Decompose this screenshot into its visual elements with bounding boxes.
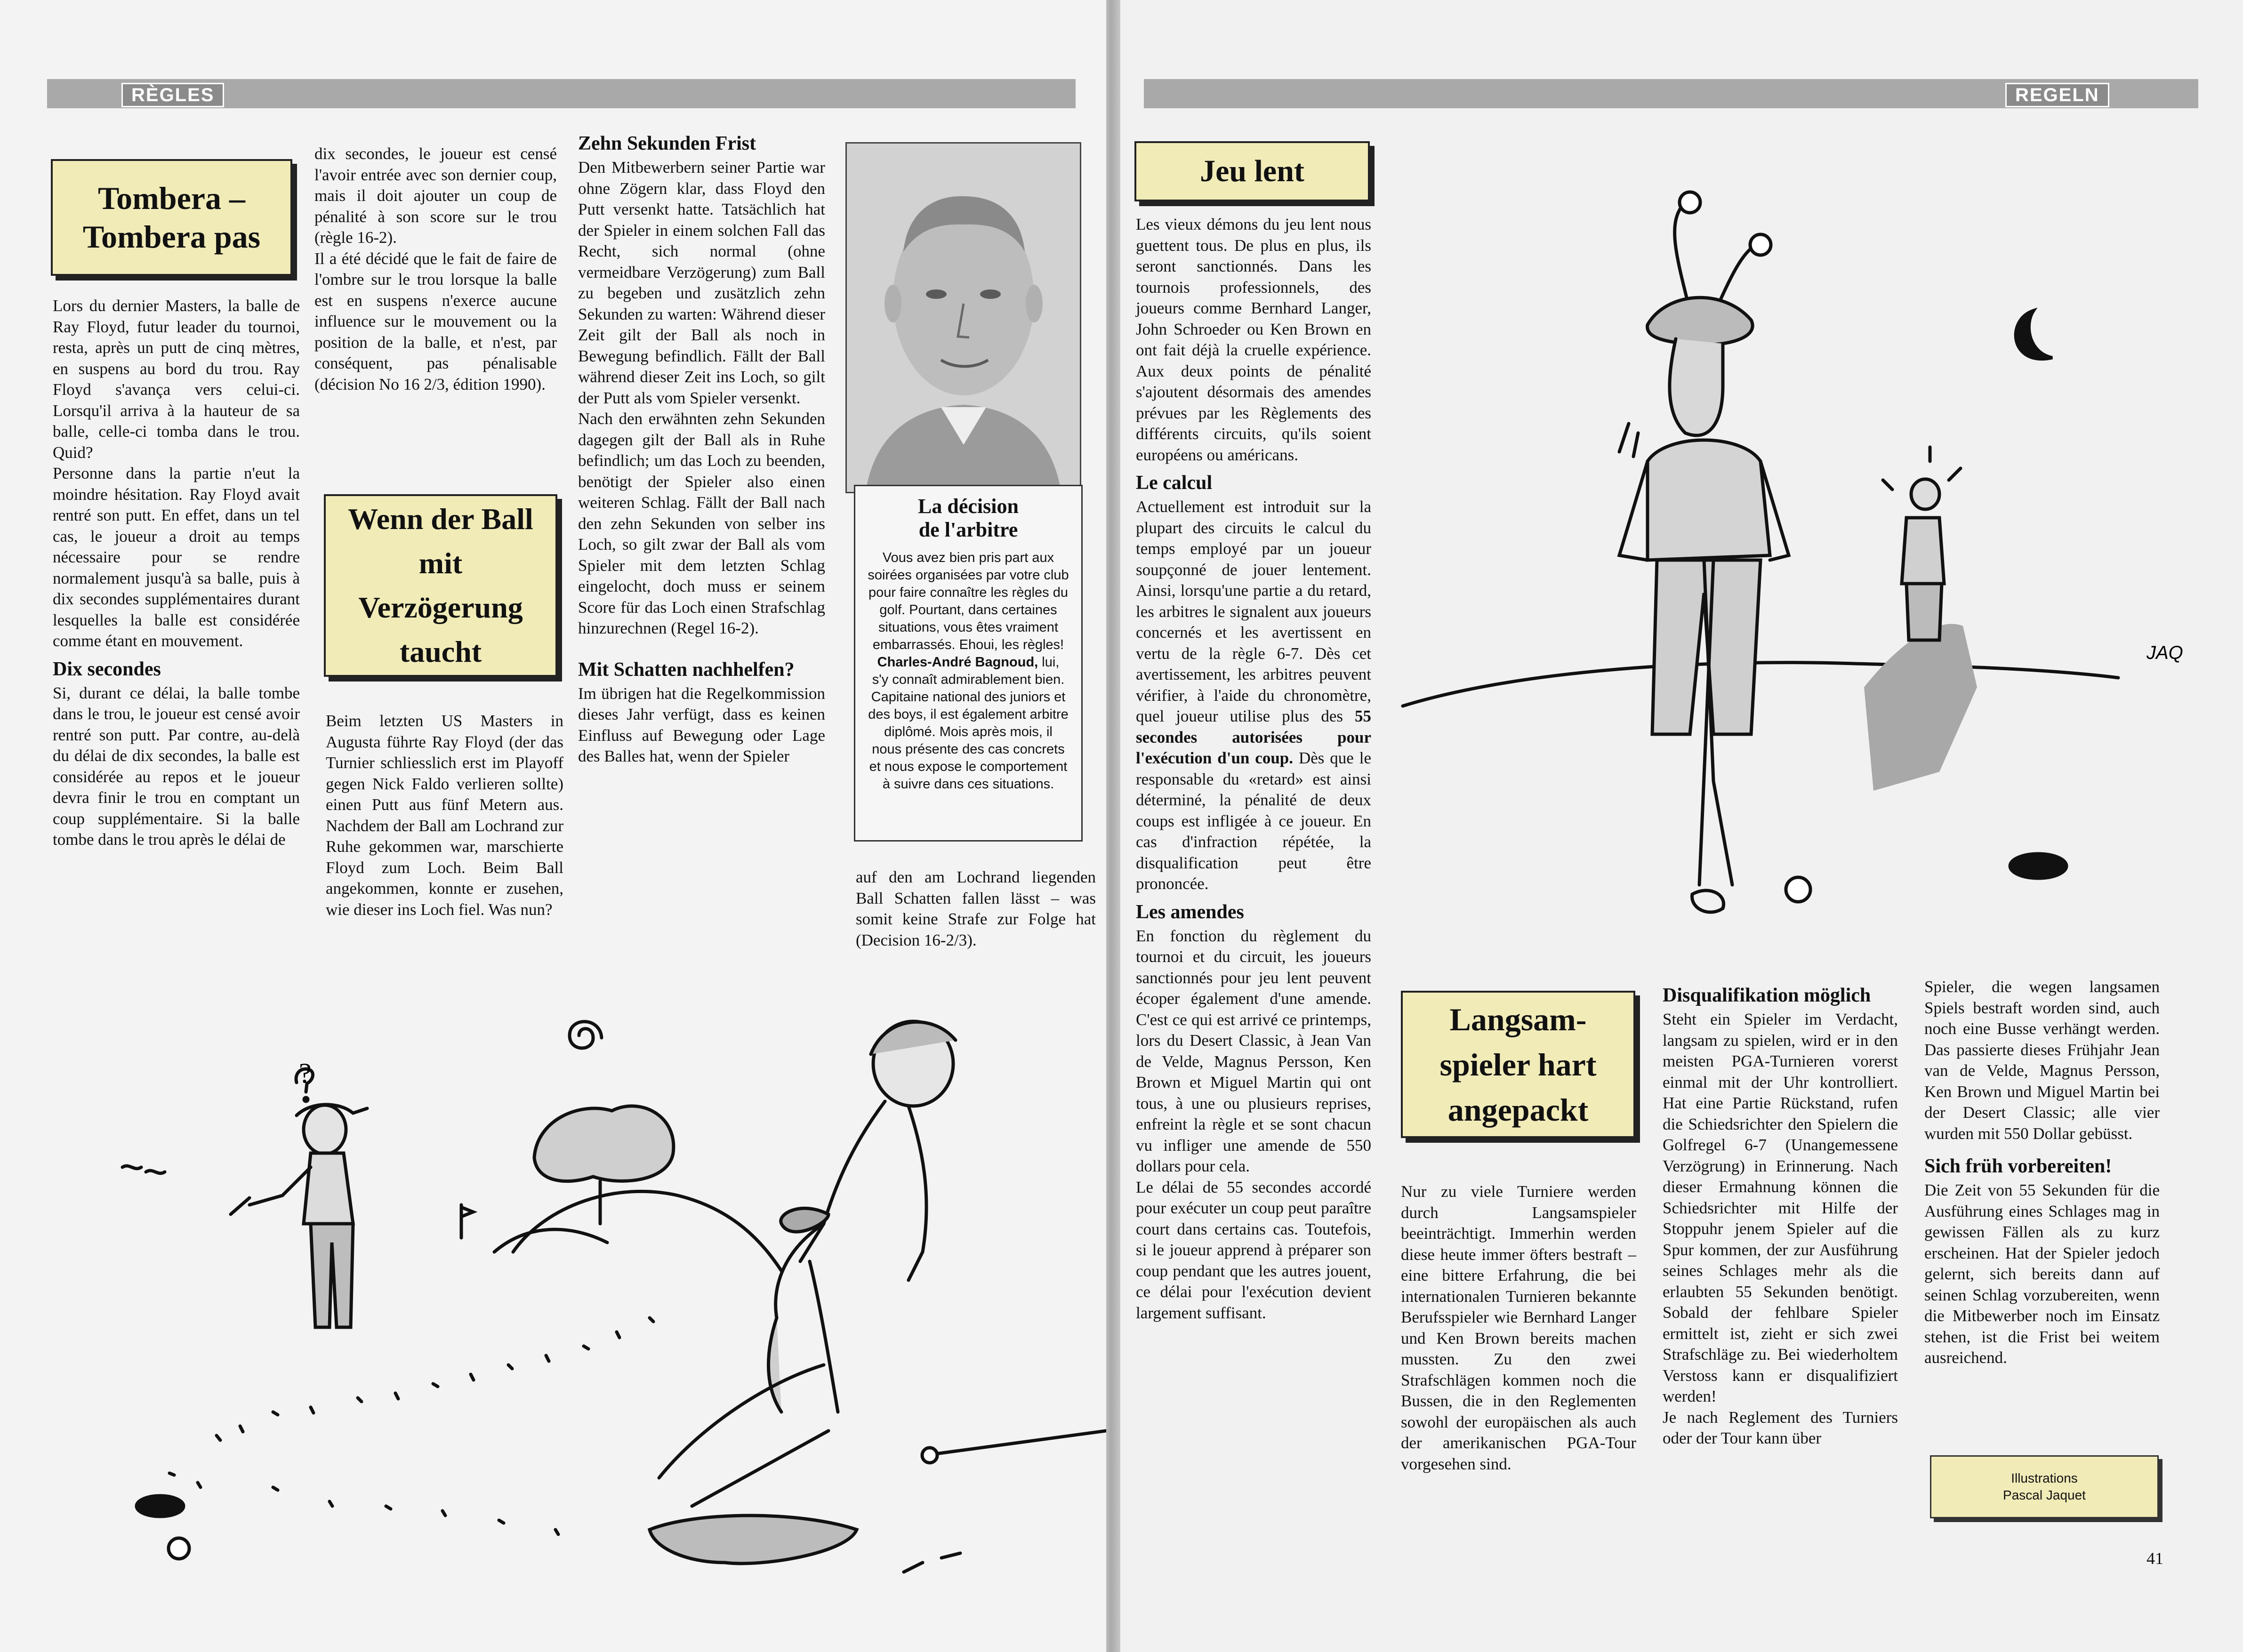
question-mark-glyph: ? [299,1058,312,1089]
body-paragraph: Si, durant ce délai, la balle tombe dans le trou, le joueur est censé avoir rentré son putt. Par contre, au-delà du délai de dix secondes, la balle est considérée au repos et le joueur devra finir le trou en comptant un coup supplémentaire. Si la balle tombe dans le trou après le délai de [53,683,300,849]
body-paragraph: dix secondes, le joueur est censé l'avoir entrée avec son dernier coup, mais il doit ajouter un coup de pénalité à son score sur le trou (règle 16-2). [314,144,557,247]
body-paragraph: Den Mitbewerbern seiner Partie war ohne Zögern klar, dass Floyd den Putt versenkt hatte. Tatsächlich hat der Spieler in einem solchen Fall das Recht, sich normal (ohne vermeidbare Verzögerung) zum Ball zu begeben und zusätzlich zehn Sekunden zu warten: Während dieser Zeit gilt der Ball als noch in Bewegung befindlich. Fällt der Ball während dieser Zeit ins Loch, so gilt der Putt als vom Spieler versenkt. [578,158,825,407]
headline-line: Tombera – [98,180,245,216]
sidebar-title-line: La décision [918,495,1019,518]
body-paragraph: Nach den erwähnten zehn Sekunden dagegen gilt der Ball als in Ruhe befindlich; um das Loch zu beenden, benötigt der Spieler also einen weiteren Schlag. Fällt der Ball nach den zehn Sekunden von selber ins Loch, so gilt zwar der Ball als vom Spieler mit dem letzten Schlag eingelocht, doch muss er seinem Score für das Loch einen Strafschlag hinzurechnen (Regel 16-2). [578,409,825,637]
de-column-2 [326,711,563,920]
subheading-les-amendes: Les amendes [1136,901,1244,923]
headline-line: taucht [399,635,482,668]
section-band-right [1144,79,2198,108]
de-column-right-2 [1663,984,1898,1449]
body-paragraph: Les vieux démons du jeu lent nous guettent tous. De plus en plus, ils seront sanctionnés. Dans les tournois professionnels, des joueurs comme Bernhard Langer, John Schroeder ou Ken Brown en ont fait déjà la cruelle expérience. Aux deux points de pénalité s'ajoutent désormais des amendes prévues par les Règlements des différents circuits, qu'ils soient européens ou américans. [1136,215,1371,464]
portrait-drawing [847,144,1080,492]
credit-line: Pascal Jaquet [2003,1488,2086,1502]
sidebar-title-line: de l'arbitre [918,518,1018,541]
subheading-le-calcul: Le calcul [1136,472,1213,494]
body-paragraph: Le délai de 55 secondes accordé pour exécuter un coup peut paraître court dans certains cas. Toutefois, si le joueur apprend à préparer son coup pendant que les autres jouent, ce délai pour l'exécution devient largement suffisant. [1136,1178,1371,1322]
sidebar-text: lui, s'y connaît admirablement bien. Capitaine national des juniors et des boys, il est également arbitre diplômé. Mois après mois, il nous présente des cas concrets et nous expose le comportement à suivre dans ces situations. [868,655,1069,792]
headline-text: Jeu lent [1200,154,1304,188]
right-page [1120,0,2243,1652]
de-column-right-1 [1401,1181,1636,1475]
sidebar-title [860,495,1077,542]
body-paragraph: Personne dans la partie n'eut la moindre hésitation. Ray Floyd avait rentré son putt. En effet, dans un tel cas, le joueur a droit au temps nécessaire pour se rendre normalement jusqu'à sa balle, puis à dix secondes supplémentaires durant lesquelles la balle est considérée comme étant en mouvement. [53,464,300,650]
body-paragraph: Spieler, die wegen langsamen Spiels bestraft worden sind, auch noch eine Busse verhängt werden. Das passierte dieses Frühjahr Jean van de Velde, Magnus Persson, Ken Brown und Miguel Martin bei der Desert Classic; alle vier wurden mit 550 Dollar gebüsst. [1924,978,2160,1143]
sidebar-author-name: Charles-André Bagnoud, [877,655,1038,670]
headline-line: Verzögerung [358,591,523,624]
headline-line: Tombera pas [82,219,261,255]
subheading-disqualifikation: Disqualifikation möglich [1663,985,1871,1006]
subheading-mit-schatten: Mit Schatten nachhelfen? [578,658,795,681]
sidebar-text: Vous avez bien pris part aux soirées organisées par votre club pour faire connaître les règles du golf. Pourtant, dans certaines situations, vous êtes vraiment embarrassés. Ehoui, les règles! [868,550,1069,652]
body-paragraph: En fonction du règlement du tournoi et du circuit, les joueurs sanctionnés pour jeu lent peuvent écoper également d'une amende. C'est ce qui est arrivé ce printemps, lors du Desert Classic, à Jean Van de Velde, Magnus Persson, Ken Brown et Miguel Martin qui ont tous, à une ou plusieurs reprises, enfreint la règle et se sont chacun vu infliger une amende de 550 dollars pour cela. [1136,926,1371,1175]
headline-line: angepackt [1447,1091,1589,1128]
body-paragraph: Beim letzten US Masters in Augusta führte Ray Floyd (der das Turnier schliesslich erst im Playoff gegen Nick Faldo verlieren sollte) einen Putt aus fünf Metern aus. Nachdem der Ball am Lochrand zur Ruhe gekommen war, marschierte Floyd zum Loch. Beim Ball angekommen, konnte er zusehen, wie dieser ins Loch fiel. Was nun? [326,712,563,919]
section-label-regeln: REGELN [2005,83,2109,107]
illustration-credit-box [1930,1455,2159,1518]
section-band-left [47,79,1076,108]
body-text: Dès que le responsable du «retard» est ainsi déterminé, la pénalité de deux coups est infligée à ce joueur. En cas d'infraction répétée, la disqualification peut être prononcée. [1136,749,1372,893]
body-paragraph [1136,497,1371,895]
sidebar-body [855,549,1081,802]
headline-langsamspieler-box [1401,991,1635,1138]
body-paragraph: Steht ein Spieler im Verdacht, langsam zu spielen, wird er in den meisten PGA-Turnieren vorerst einmal mit der Uhr kontrolliert. Hat eine Partie Rückstand, rufen die Schiedsrichter den Spielern die Golfregel 6-7 (Unangemessene Verzögrung) in Erinnerung. Nach dieser Ermahnung können die Schiedsrichter mit Hilfe der Stoppuhr jenem Spieler auf die Spur kommen, der zur Ausführung seines Schlages mehr als die erlaubten 55 Sekunden benötigt. Sobald der fehlbare Spieler ermittelt ist, zieht er sich zwei Strafschläge zu. Bei wiederholtem Verstoss kann er disqualifiziert werden! [1663,1010,1898,1405]
portrait-photo [845,142,1081,493]
subheading-zehn-sekunden: Zehn Sekunden Frist [578,133,756,154]
slow-player-cartoon-illustration [1384,169,2222,960]
headline-jeu-lent-box [1134,141,1370,201]
body-paragraph: Il a été décidé que le fait de faire de l'ombre sur le trou lorsque la balle est en suspens n'exerce aucune influence sur le mouvement ou la position de la balle, et n'est, par conséquent, pas pénalisable (décision No 16 2/3, édition 1990). [314,249,557,393]
de-column-right-3 [1924,977,2160,1369]
body-paragraph: Nur zu viele Turniere werden durch Langsamspieler beeinträchtigt. Immerhin werden diese heute immer öfters bestraft – eine bittere Erfahrung, die bei internationalen Turnieren bekannte Berufsspieler wie Bernhard Langer und Ken Brown bereits machen mussten. Zu den zwei Strafschlägen kommen noch die Bussen, die in den Reglementen sowohl der europäischen als auch der amerikanischen PGA-Tour vorgesehen sind. [1401,1182,1636,1473]
fr-column-1 [53,296,300,850]
body-bold-text: 55 secondes autorisées pour l'exécution d'un coup. [1136,707,1371,767]
headline-wenn-der-ball-box [324,494,557,677]
subheading-sich-frueh: Sich früh vorbereiten! [1924,1155,2112,1177]
body-paragraph: Im übrigen hat die Regelkommission dieses Jahr verfügt, dass es keinen Einfluss auf Bewegung oder Lage des Balles hat, wenn der Spieler [578,684,825,765]
headline-line: spieler hart [1439,1046,1597,1083]
credit-line: Illustrations [2011,1471,2078,1485]
headline-line: Wenn der Ball [348,502,533,536]
artist-signature: JAQ [2147,642,2183,663]
de-column-3 [578,132,825,767]
body-paragraph: Lors du dernier Masters, la balle de Ray Floyd, futur leader du tournoi, resta, après un putt de cinq mètres, en suspens au bord du trou. Ray Floyd s'avança vers celui-ci. Lorsqu'il arriva à la hauteur de sa balle, celle-ci tomba dans le trou. Quid? [53,297,300,462]
de-column-4 [856,867,1096,951]
headline-tombera-box [51,159,292,276]
subheading-dix-secondes: Dix secondes [53,658,161,680]
fr-column-2 [314,144,557,395]
body-paragraph: Die Zeit von 55 Sekunden für die Ausführung eines Schlages mag in gewissen Fällen als zu kurz erscheinen. Hat der Spieler jedoch gelernt, sich bereits dann auf seinen Schlag vorzubereiten, wenn die Mitbewerber noch im Einsatz stehen, ist die Frist bei weitem ausreichend. [1924,1181,2160,1367]
body-text: Actuellement est introduit sur la plupart des circuits le calcul du temps employé par un joueur soupçonné de jouer lentement. Ainsi, lorsqu'une partie a du retard, les arbitres le signalent aux joueurs concernés et les avertissent en vertu de la règle 6-7. Dès cet avertissement, les arbitres peuvent vérifier, à l'aide du chronomètre, quel joueur utilise plus des [1136,497,1371,725]
body-paragraph: auf den am Lochrand liegenden Ball Schatten fallen lässt – was somit keine Strafe zur Folge hat (Decision 16-2/3). [856,868,1096,949]
body-paragraph: Je nach Reglement des Turniers oder der Tour kann über [1663,1408,1898,1447]
page-number: 41 [2147,1549,2163,1568]
fr-column-right [1136,214,1371,1323]
headline-line: mit [418,546,463,580]
bunker-cartoon-illustration [28,960,1106,1638]
left-page [0,0,1106,1652]
sidebar-decision-arbitre [854,485,1083,842]
headline-line: Langsam- [1449,1001,1587,1037]
section-label-regles: RÈGLES [121,83,224,107]
